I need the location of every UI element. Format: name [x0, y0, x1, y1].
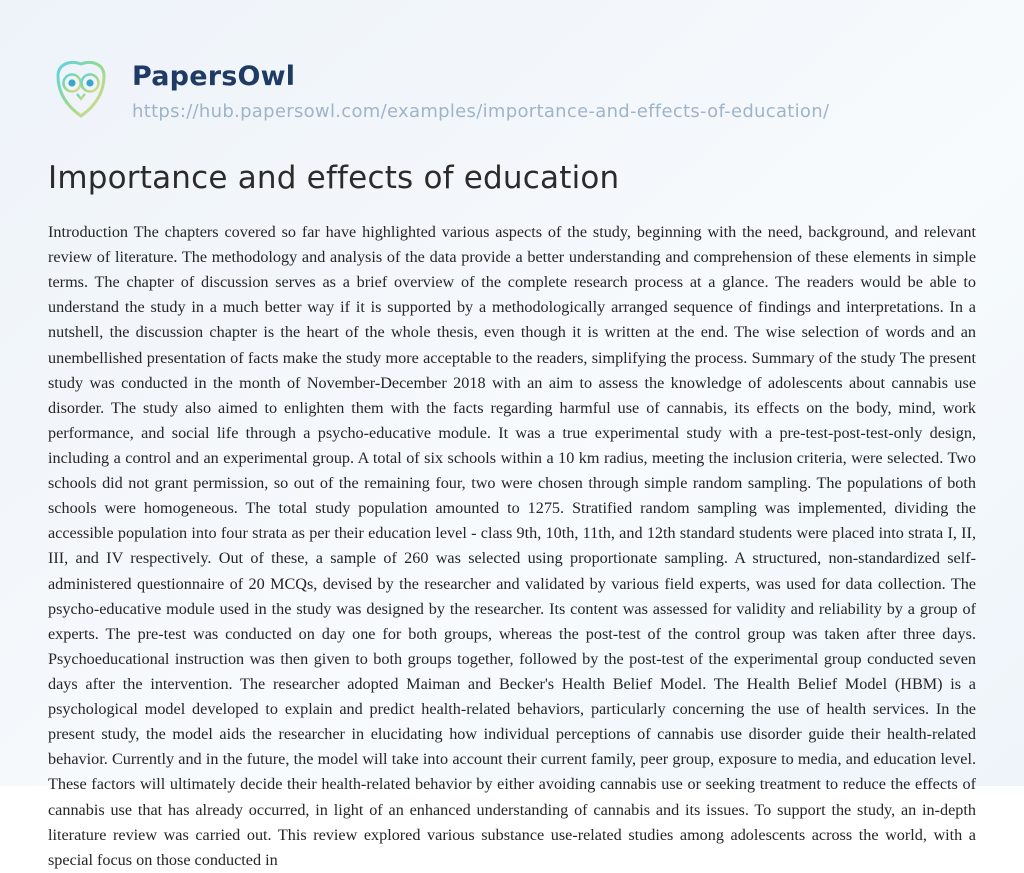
- document-content: [0, 122, 1024, 873]
- source-url[interactable]: https://hub.papersowl.com/examples/importance-and-effects-of-education/: [132, 100, 830, 122]
- page-header: [0, 0, 1024, 122]
- brand-name: PapersOwl: [132, 61, 296, 92]
- owl-logo-icon: [48, 56, 114, 122]
- page-title: Importance and effects of education: [48, 160, 620, 196]
- brand-block: [132, 52, 829, 122]
- document-body-text: Introduction The chapters covered so far have highlighted various aspects of the study, beginning with the need, background, and relevant review of literature. The methodology and analysis of the data provide a better understanding and comprehension of these elements in simple terms. The chapter of discussion serves as a brief overview of the complete research process at a glance. The readers would be able to understand the study in a much better way if it is supported by a methodologically arranged sequence of findings and interpretations. In a nutshell, the discussion chapter is the heart of the whole thesis, even though it is written at the end. The wise selection of words and an unembellished presentation of facts make the study more acceptable to the readers, simplifying the process. Summary of the study The present study was conducted in the month of November-December 2018 with an aim to assess the knowledge of adolescents about cannabis use disorder. The study also aimed to enlighten them with the facts regarding harmful use of cannabis, its effects on the body, mind, work performance, and social life through a psycho-educative module. It was a true experimental study with a pre-test-post-test-only design, including a control and an experimental group. A total of six schools within a 10 km radius, meeting the inclusion criteria, were selected. Two schools did not grant permission, so out of the remaining four, two were chosen through simple random sampling. The populations of both schools were homogeneous. The total study population amounted to 1275. Stratified random sampling was implemented, dividing the accessible population into four strata as per their education level - class 9th, 10th, 11th, and 12th standard students were placed into strata I, II, III, and IV respectively. Out of these, a sample of 260 was selected using proportionate sampling. A structured, non-standardized self-administered questionnaire of 20 MCQs, devised by the researcher and validated by various field experts, was used for data collection. The psycho-educative module used in the study was designed by the researcher. Its content was assessed for validity and reliability by a group of experts. The pre-test was conducted on day one for both groups, whereas the post-test of the control group was taken after three days. Psychoeducational instruction was then given to both groups together, followed by the post-test of the experimental group conducted seven days after the intervention. The researcher adopted Maiman and Becker's Health Belief Model. The Health Belief Model (HBM) is a psychological model developed to explain and predict health-related behaviors, particularly concerning the use of health services. In the present study, the model aids the researcher in elucidating how individual perceptions of cannabis use disorder guide their health-related behavior. Currently and in the future, the model will take into account their current family, peer group, exposure to media, and education level. These factors will ultimately decide their health-related behavior by either avoiding cannabis use or seeking treatment to reduce the effects of cannabis use that has already occurred, in light of an enhanced understanding of cannabis and its issues. To support the study, an in-depth literature review was carried out. This review explored various substance use-related studies among adolescents across the world, with a special focus on those conducted in: [48, 223, 976, 869]
